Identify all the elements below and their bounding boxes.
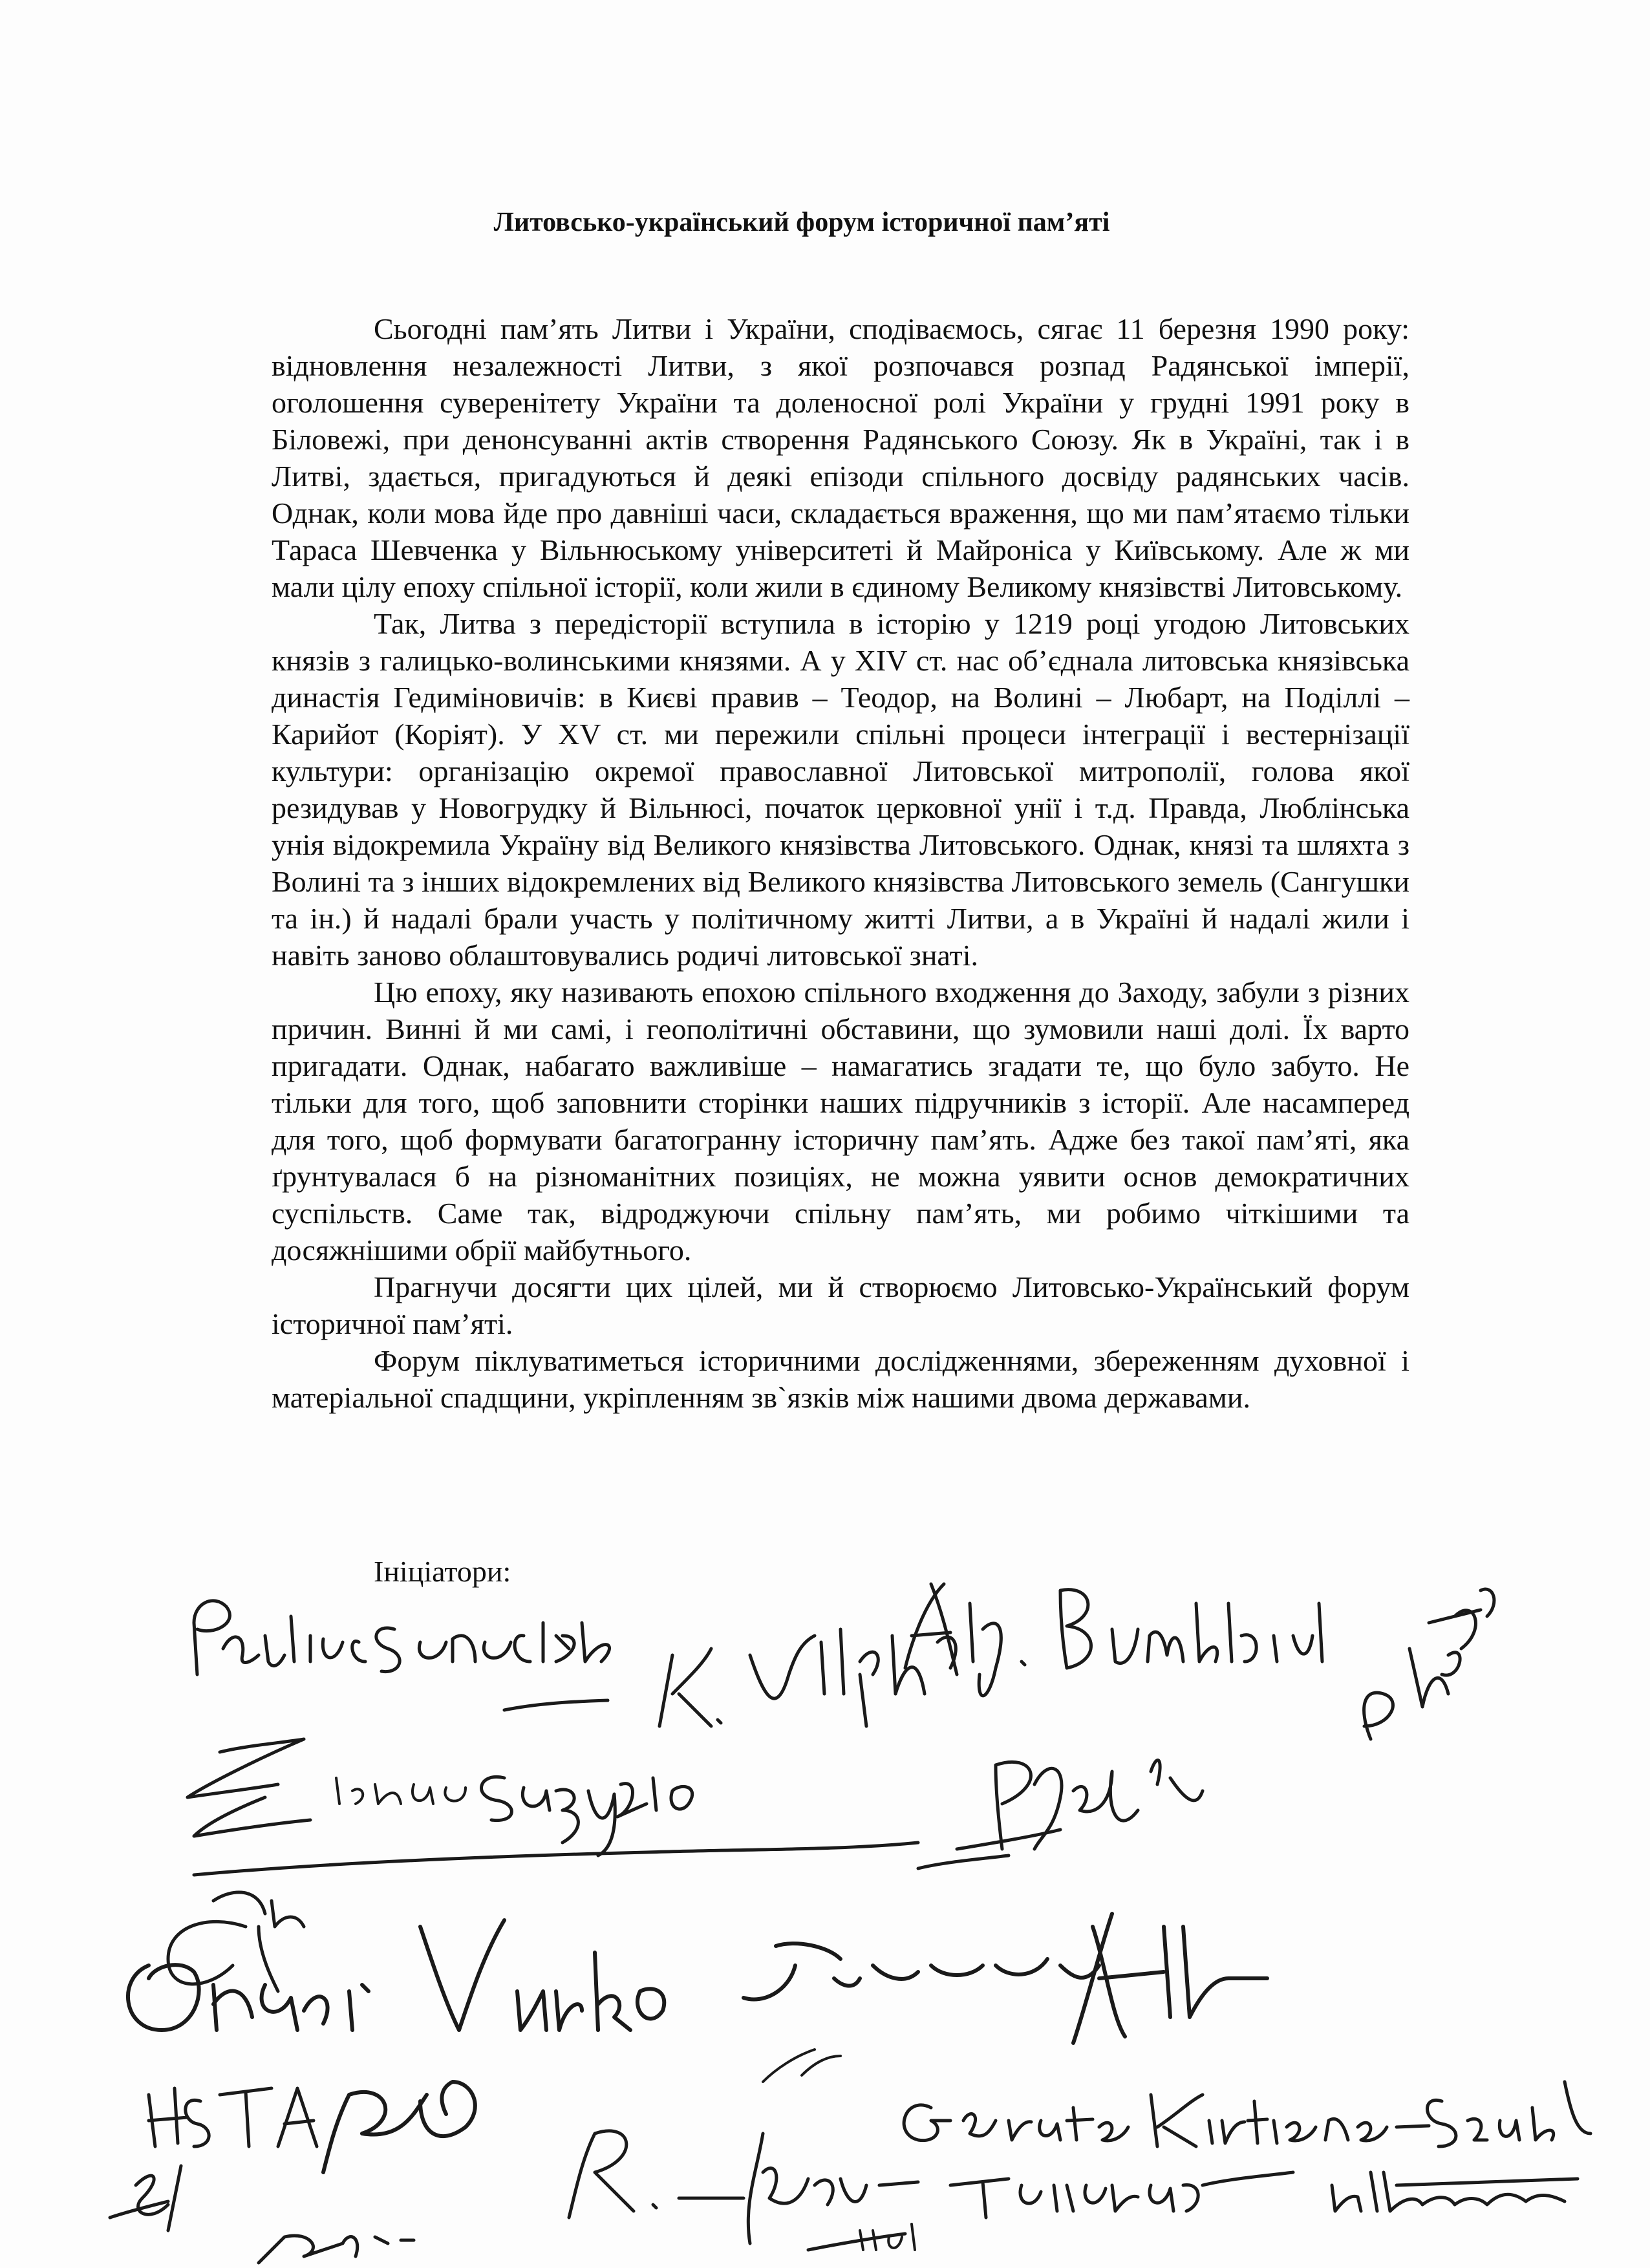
- paragraph: Форум піклуватиметься історичними дослідженнями, збереженням духовної і матеріальної спадщини, укріпленням зв`язків між нашими двома державами.: [272, 1344, 1409, 1414]
- signature: [259, 2236, 414, 2263]
- document-body: [272, 310, 1409, 1416]
- signature: [128, 1892, 664, 2030]
- signatures-drawing: [0, 1565, 1650, 2268]
- signature: [1332, 2172, 1578, 2211]
- paragraph: Цю епоху, яку називають епохою спільного входження до Заходу, забули з різних причин. Винні й ми самі, і геополітичні обставини, що зумовили наші долі. Їх варто пригадати. Однак, набагато важливіше – намагатись згадати те, що було забуто. Не тільки для того, щоб заповнити сторінки наших підручників з історії. Але насамперед для того, щоб формувати багатогранну історичну пам’ять. Адже без такої пам’яті, яка ґрунтувалася б на різноманітних позиціях, не можна уявити основ демократичних суспільств. Саме так, відроджуючи спільну пам’ять, ми робимо чіткішими та досяжнішими обрії майбутнього.: [272, 976, 1409, 1267]
- signature: [1364, 1589, 1494, 1739]
- signature: [950, 2172, 1293, 2218]
- paragraph: Прагнучи досягти цих цілей, ми й створюємо Литовсько-Український форум історичної пам’яті.: [272, 1270, 1409, 1340]
- paragraph: Так, Литва з передісторії вступила в історію у 1219 році угодою Литовських князів з галицько-волинськими князями. А у XIV ст. нас об’єднала литовська князівська династія Гедиміновичів: в Києві правив – Теодор, на Волині – Любарт, на Поділлі – Карийот (Коріят). У XV ст. ми пережили спільні процеси інтеграції і вестернізації культури: організацію окремої православної Литовської митрополії, голова якої резидував у Новогрудку й Вільнюсі, початок церковної унії і т.д. Правда, Люблінська унія відокремила Україну від Великого князівства Литовського. Однак, князі та шляхта з Волині та з інших відокремлених від Великого князівства Литовського земель (Сангушки та ін.) й надалі брали участь у політичному житті Литви, а в Україні й надалі жили і навіть заново облаштовувались родичі литовської знаті.: [272, 607, 1409, 972]
- signature: [918, 1760, 1203, 1868]
- initiators-label: Ініціатори:: [374, 1555, 511, 1588]
- signature: [744, 1914, 1267, 2043]
- document-title: Литовсько-український форум історичної пам’яті: [493, 208, 1110, 237]
- signature: [110, 2082, 475, 2231]
- signature: [904, 2082, 1591, 2146]
- signature: [188, 1739, 918, 1875]
- paragraph: Сьогодні пам’ять Литви і України, сподіваємось, сягає 11 березня 1990 року: відновлення незалежності Литви, з якої розпочався розпад Радянської імперії, оголошення суверенітету України та доленосної ролі України у грудні 1991 року в Біловежі, при денонсуванні актів створення Радянського Союзу. Як в Україні, так і в Литві, здається, пригадуються й деякі епізоди спільного досвіду радянських часів. Однак, коли мова йде про давніші часи, складається враження, що ми пам’ятаємо тільки Тараса Шевченка у Вільнюському університеті й Майроніса у Київському. Але ж ми мали цілу епоху спільної історії, коли жили в єдиному Великому князівстві Литовському.: [272, 312, 1409, 603]
- signature: [569, 2049, 918, 2250]
- signature: [905, 1584, 1322, 1696]
- signatures-area: [0, 1565, 1650, 2268]
- signature: [194, 1601, 610, 1710]
